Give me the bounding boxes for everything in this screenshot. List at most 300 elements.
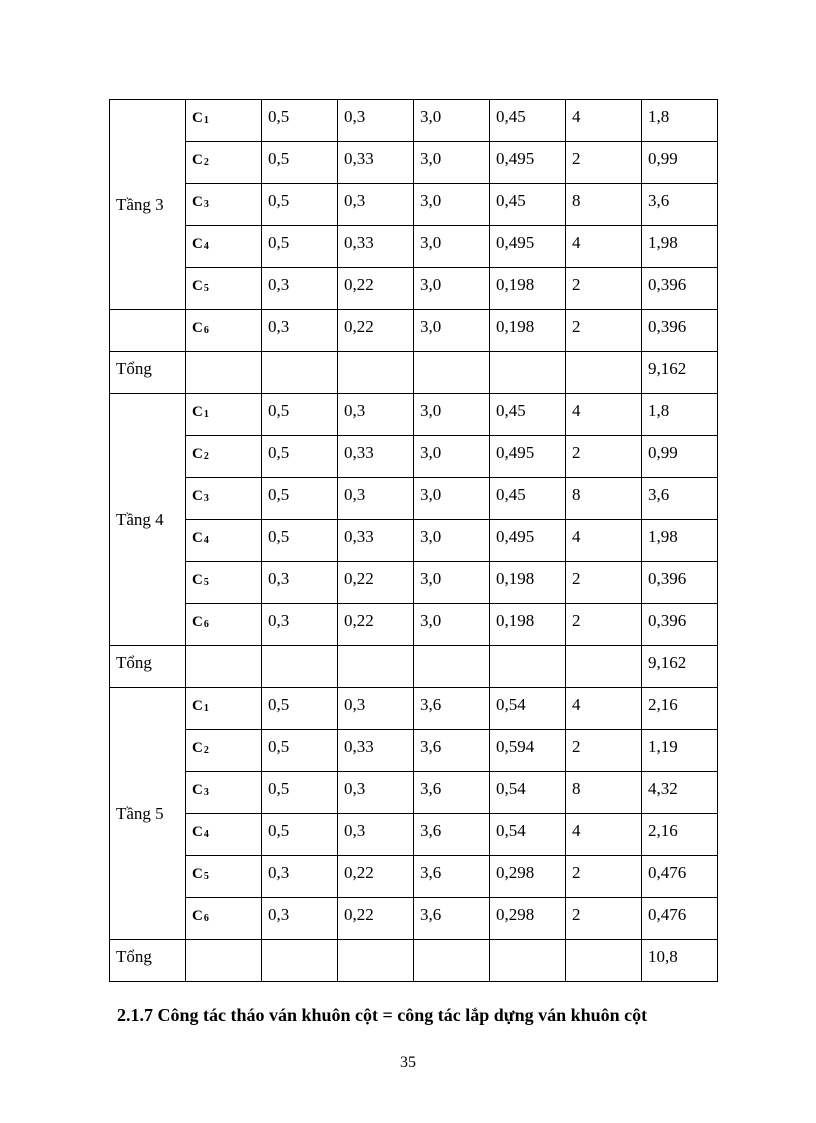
area-cell-text: 0,45: [496, 191, 526, 210]
height-cell: [414, 310, 490, 352]
sum-total-cell-text: 10,8: [648, 947, 678, 966]
dim-b-cell-text: 0,33: [344, 527, 374, 546]
column-letter: C: [192, 740, 203, 756]
column-code-cell: [186, 268, 262, 310]
total-cell: [642, 100, 718, 142]
dim-b-cell: [338, 478, 414, 520]
dim-b-cell: [338, 562, 414, 604]
dim-b-cell-text: 0,22: [344, 317, 374, 336]
column-index: 4: [203, 241, 209, 252]
dim-a-cell-text: 0,5: [268, 149, 290, 168]
column-code: [192, 898, 261, 927]
height-cell: [414, 142, 490, 184]
dim-a-cell-text: 0,5: [268, 485, 290, 504]
dim-b-cell-text: 0,3: [344, 821, 366, 840]
sum-total-cell: [642, 646, 718, 688]
column-index: 1: [203, 409, 209, 420]
area-cell: [490, 142, 566, 184]
dim-a-cell: [262, 226, 338, 268]
area-cell: [490, 604, 566, 646]
quantity-cell: [566, 856, 642, 898]
column-letter: C: [192, 824, 203, 840]
height-cell: [414, 856, 490, 898]
column-code-cell: [186, 520, 262, 562]
total-cell: [642, 772, 718, 814]
column-index: 5: [203, 871, 209, 882]
total-cell: [642, 604, 718, 646]
column-index: 5: [203, 577, 209, 588]
empty-cell: [186, 646, 262, 688]
empty-cell: [338, 646, 414, 688]
area-cell-text: 0,298: [496, 905, 535, 924]
quantity-cell-text: 2: [572, 569, 581, 588]
column-code: [192, 142, 261, 171]
area-cell: [490, 100, 566, 142]
table-row: [110, 520, 718, 562]
dim-b-cell: [338, 268, 414, 310]
quantity-cell: [566, 436, 642, 478]
sum-label-cell-text: Tổng: [116, 653, 152, 672]
column-code: [192, 730, 261, 759]
sum-label-cell-text: Tổng: [116, 947, 152, 966]
column-code: [192, 478, 261, 507]
area-cell: [490, 772, 566, 814]
dim-b-cell-text: 0,33: [344, 233, 374, 252]
height-cell: [414, 100, 490, 142]
quantity-cell-text: 4: [572, 401, 581, 420]
quantity-cell: [566, 898, 642, 940]
height-cell: [414, 520, 490, 562]
quantity-cell: [566, 814, 642, 856]
table-row: [110, 142, 718, 184]
sum-row: [110, 646, 718, 688]
column-code: [192, 562, 261, 591]
column-index: 4: [203, 829, 209, 840]
area-cell-text: 0,45: [496, 485, 526, 504]
column-code: [192, 688, 261, 717]
total-cell: [642, 268, 718, 310]
total-cell-text: 1,19: [648, 737, 678, 756]
dim-a-cell: [262, 898, 338, 940]
column-code-cell: [186, 772, 262, 814]
area-cell: [490, 478, 566, 520]
column-code: [192, 436, 261, 465]
total-cell-text: 0,396: [648, 317, 687, 336]
dim-b-cell: [338, 730, 414, 772]
total-cell-text: 2,16: [648, 695, 678, 714]
quantity-cell-text: 2: [572, 317, 581, 336]
dim-a-cell: [262, 604, 338, 646]
height-cell-text: 3,0: [420, 149, 442, 168]
dim-a-cell: [262, 856, 338, 898]
table-row: [110, 268, 718, 310]
area-cell-text: 0,54: [496, 695, 526, 714]
column-letter: C: [192, 152, 203, 168]
area-cell-text: 0,298: [496, 863, 535, 882]
dim-a-cell: [262, 772, 338, 814]
area-cell: [490, 730, 566, 772]
dim-a-cell-text: 0,5: [268, 191, 290, 210]
height-cell-text: 3,6: [420, 737, 442, 756]
height-cell-text: 3,0: [420, 317, 442, 336]
table-row: [110, 100, 718, 142]
sum-row: [110, 940, 718, 982]
dim-b-cell-text: 0,3: [344, 485, 366, 504]
quantity-cell: [566, 688, 642, 730]
total-cell: [642, 814, 718, 856]
area-cell-text: 0,54: [496, 821, 526, 840]
dim-a-cell-text: 0,5: [268, 443, 290, 462]
area-cell-text: 0,45: [496, 107, 526, 126]
dim-a-cell: [262, 100, 338, 142]
quantity-cell-text: 8: [572, 485, 581, 504]
section-heading: 2.1.7 Công tác tháo ván khuôn cột = công tác lắp dựng ván khuôn cột: [117, 1005, 648, 1025]
column-code-cell: [186, 184, 262, 226]
total-cell: [642, 142, 718, 184]
dim-a-cell: [262, 142, 338, 184]
dim-a-cell-text: 0,3: [268, 569, 290, 588]
column-index: 3: [203, 199, 209, 210]
sum-label-cell: [110, 940, 186, 982]
column-code-cell: [186, 226, 262, 268]
column-code: [192, 520, 261, 549]
dim-b-cell: [338, 772, 414, 814]
dim-b-cell: [338, 520, 414, 562]
dim-a-cell: [262, 730, 338, 772]
quantity-cell-text: 2: [572, 611, 581, 630]
area-cell-text: 0,495: [496, 233, 535, 252]
area-cell: [490, 520, 566, 562]
floor-label-cell: [110, 688, 186, 940]
sum-label-cell-text: Tổng: [116, 359, 152, 378]
dim-b-cell-text: 0,3: [344, 695, 366, 714]
dim-a-cell-text: 0,5: [268, 107, 290, 126]
column-letter: C: [192, 908, 203, 924]
sum-label-cell: [110, 352, 186, 394]
column-index: 2: [203, 157, 209, 168]
column-code: [192, 856, 261, 885]
total-cell-text: 1,8: [648, 107, 670, 126]
total-cell: [642, 436, 718, 478]
quantity-cell: [566, 184, 642, 226]
quantity-cell-text: 4: [572, 527, 581, 546]
table-row: [110, 814, 718, 856]
floor-label: Tầng 3: [116, 194, 164, 214]
height-cell-text: 3,0: [420, 485, 442, 504]
quantity-cell: [566, 562, 642, 604]
empty-cell: [566, 940, 642, 982]
column-index: 5: [203, 283, 209, 294]
height-cell: [414, 604, 490, 646]
total-cell-text: 0,396: [648, 275, 687, 294]
column-letter: C: [192, 614, 203, 630]
dim-b-cell-text: 0,33: [344, 149, 374, 168]
total-cell-text: 2,16: [648, 821, 678, 840]
empty-cell: [338, 940, 414, 982]
height-cell-text: 3,0: [420, 401, 442, 420]
column-formwork-table: [109, 99, 718, 982]
floor-label-cell: [110, 100, 186, 310]
dim-b-cell: [338, 394, 414, 436]
sum-total-cell-text: 9,162: [648, 359, 687, 378]
total-cell-text: 3,6: [648, 191, 670, 210]
column-index: 2: [203, 451, 209, 462]
dim-b-cell: [338, 310, 414, 352]
column-letter: C: [192, 782, 203, 798]
column-letter: C: [192, 236, 203, 252]
total-cell: [642, 730, 718, 772]
dim-a-cell-text: 0,3: [268, 611, 290, 630]
column-code-cell: [186, 604, 262, 646]
dim-b-cell: [338, 898, 414, 940]
dim-b-cell-text: 0,22: [344, 569, 374, 588]
height-cell: [414, 730, 490, 772]
total-cell: [642, 688, 718, 730]
empty-cell: [338, 352, 414, 394]
total-cell: [642, 520, 718, 562]
dim-b-cell: [338, 142, 414, 184]
column-letter: C: [192, 320, 203, 336]
column-code-cell: [186, 394, 262, 436]
quantity-cell: [566, 478, 642, 520]
empty-cell: [490, 352, 566, 394]
floor-label: Tầng 4: [116, 509, 164, 529]
area-cell-text: 0,45: [496, 401, 526, 420]
dim-b-cell: [338, 100, 414, 142]
quantity-cell: [566, 394, 642, 436]
column-letter: C: [192, 698, 203, 714]
column-index: 6: [203, 619, 209, 630]
floor-label: Tầng 5: [116, 803, 164, 823]
area-cell: [490, 898, 566, 940]
dim-a-cell-text: 0,3: [268, 863, 290, 882]
column-letter: C: [192, 110, 203, 126]
height-cell-text: 3,0: [420, 569, 442, 588]
empty-cell: [490, 940, 566, 982]
dim-b-cell-text: 0,3: [344, 401, 366, 420]
area-cell-text: 0,495: [496, 527, 535, 546]
column-code: [192, 268, 261, 297]
dim-a-cell-text: 0,5: [268, 695, 290, 714]
column-code-cell: [186, 100, 262, 142]
dim-b-cell-text: 0,33: [344, 737, 374, 756]
column-code-cell: [186, 310, 262, 352]
area-cell: [490, 562, 566, 604]
quantity-cell-text: 2: [572, 737, 581, 756]
height-cell: [414, 394, 490, 436]
dim-a-cell: [262, 478, 338, 520]
quantity-cell: [566, 604, 642, 646]
column-letter: C: [192, 278, 203, 294]
column-index: 3: [203, 787, 209, 798]
quantity-cell: [566, 268, 642, 310]
quantity-cell: [566, 142, 642, 184]
total-cell-text: 4,32: [648, 779, 678, 798]
dim-b-cell-text: 0,22: [344, 863, 374, 882]
table-row: [110, 394, 718, 436]
height-cell: [414, 226, 490, 268]
area-cell: [490, 856, 566, 898]
dim-a-cell-text: 0,3: [268, 317, 290, 336]
total-cell: [642, 856, 718, 898]
quantity-cell-text: 2: [572, 905, 581, 924]
height-cell: [414, 436, 490, 478]
empty-cell: [414, 352, 490, 394]
dim-b-cell: [338, 226, 414, 268]
height-cell-text: 3,6: [420, 779, 442, 798]
total-cell-text: 1,98: [648, 527, 678, 546]
height-cell: [414, 478, 490, 520]
height-cell: [414, 184, 490, 226]
dim-a-cell: [262, 688, 338, 730]
total-cell: [642, 478, 718, 520]
dim-a-cell: [262, 310, 338, 352]
table-row: [110, 898, 718, 940]
empty-cell: [262, 352, 338, 394]
quantity-cell: [566, 772, 642, 814]
column-letter: C: [192, 866, 203, 882]
area-cell: [490, 268, 566, 310]
empty-cell: [490, 646, 566, 688]
dim-a-cell: [262, 814, 338, 856]
empty-cell: [566, 352, 642, 394]
dim-a-cell: [262, 562, 338, 604]
table-row: [110, 730, 718, 772]
dim-b-cell-text: 0,22: [344, 611, 374, 630]
area-cell-text: 0,495: [496, 149, 535, 168]
column-letter: C: [192, 404, 203, 420]
column-code: [192, 226, 261, 255]
total-cell-text: 1,98: [648, 233, 678, 252]
column-index: 2: [203, 745, 209, 756]
quantity-cell: [566, 100, 642, 142]
height-cell-text: 3,0: [420, 443, 442, 462]
area-cell-text: 0,198: [496, 317, 535, 336]
dim-b-cell-text: 0,3: [344, 779, 366, 798]
dim-a-cell-text: 0,5: [268, 401, 290, 420]
dim-a-cell-text: 0,5: [268, 779, 290, 798]
floor-label-cell: [110, 394, 186, 646]
area-cell-text: 0,594: [496, 737, 535, 756]
table-row: [110, 310, 718, 352]
dim-b-cell: [338, 688, 414, 730]
empty-cell: [566, 646, 642, 688]
empty-cell: [262, 646, 338, 688]
area-cell-text: 0,198: [496, 611, 535, 630]
column-code: [192, 184, 261, 213]
height-cell-text: 3,0: [420, 233, 442, 252]
dim-b-cell-text: 0,33: [344, 443, 374, 462]
column-code-cell: [186, 142, 262, 184]
empty-cell: [414, 940, 490, 982]
dim-a-cell-text: 0,5: [268, 233, 290, 252]
area-cell: [490, 184, 566, 226]
column-code: [192, 772, 261, 801]
sum-total-cell: [642, 940, 718, 982]
column-index: 3: [203, 493, 209, 504]
dim-b-cell-text: 0,22: [344, 275, 374, 294]
height-cell-text: 3,0: [420, 527, 442, 546]
dim-a-cell: [262, 268, 338, 310]
column-code-cell: [186, 436, 262, 478]
quantity-cell-text: 2: [572, 275, 581, 294]
quantity-cell-text: 4: [572, 233, 581, 252]
quantity-cell-text: 4: [572, 695, 581, 714]
column-code-cell: [186, 856, 262, 898]
height-cell: [414, 898, 490, 940]
column-letter: C: [192, 572, 203, 588]
dim-b-cell-text: 0,3: [344, 107, 366, 126]
table-row: [110, 604, 718, 646]
column-index: 6: [203, 913, 209, 924]
height-cell-text: 3,6: [420, 821, 442, 840]
area-cell-text: 0,198: [496, 569, 535, 588]
dim-b-cell: [338, 604, 414, 646]
empty-cell: [186, 940, 262, 982]
table-row: [110, 772, 718, 814]
height-cell: [414, 772, 490, 814]
area-cell: [490, 688, 566, 730]
total-cell-text: 0,99: [648, 443, 678, 462]
sum-label-cell: [110, 646, 186, 688]
dim-a-cell-text: 0,5: [268, 737, 290, 756]
total-cell-text: 0,396: [648, 611, 687, 630]
table-row: [110, 562, 718, 604]
table-row: [110, 226, 718, 268]
height-cell: [414, 688, 490, 730]
total-cell-text: 0,396: [648, 569, 687, 588]
dim-a-cell-text: 0,3: [268, 275, 290, 294]
empty-cell: [414, 646, 490, 688]
total-cell-text: 0,99: [648, 149, 678, 168]
height-cell-text: 3,0: [420, 191, 442, 210]
column-letter: C: [192, 530, 203, 546]
total-cell-text: 1,8: [648, 401, 670, 420]
dim-a-cell-text: 0,3: [268, 905, 290, 924]
table-row: [110, 184, 718, 226]
empty-floor-cell: [110, 310, 186, 352]
column-code: [192, 814, 261, 843]
quantity-cell-text: 8: [572, 779, 581, 798]
total-cell: [642, 184, 718, 226]
dim-a-cell: [262, 520, 338, 562]
page-number: 35: [400, 1054, 416, 1071]
height-cell-text: 3,6: [420, 695, 442, 714]
area-cell-text: 0,198: [496, 275, 535, 294]
column-code-cell: [186, 478, 262, 520]
area-cell: [490, 226, 566, 268]
sum-row: [110, 352, 718, 394]
table-row: [110, 688, 718, 730]
column-letter: C: [192, 446, 203, 462]
column-code-cell: [186, 730, 262, 772]
height-cell-text: 3,6: [420, 863, 442, 882]
height-cell-text: 3,0: [420, 107, 442, 126]
quantity-cell-text: 2: [572, 149, 581, 168]
column-index: 4: [203, 535, 209, 546]
dim-a-cell-text: 0,5: [268, 821, 290, 840]
dim-b-cell-text: 0,3: [344, 191, 366, 210]
quantity-cell-text: 4: [572, 821, 581, 840]
quantity-cell-text: 8: [572, 191, 581, 210]
column-code-cell: [186, 688, 262, 730]
quantity-cell-text: 4: [572, 107, 581, 126]
column-code-cell: [186, 562, 262, 604]
height-cell: [414, 814, 490, 856]
dim-b-cell-text: 0,22: [344, 905, 374, 924]
column-letter: C: [192, 194, 203, 210]
height-cell-text: 3,6: [420, 905, 442, 924]
